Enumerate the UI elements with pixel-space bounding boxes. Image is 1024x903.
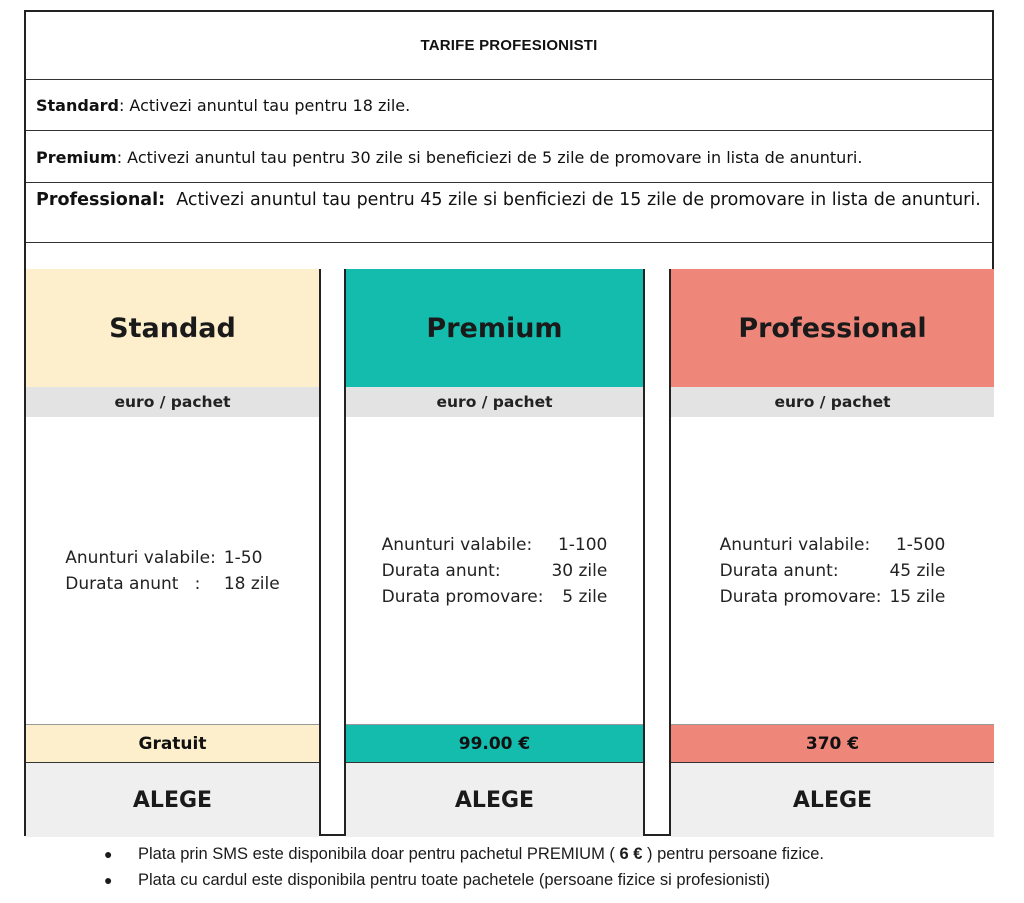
plan-unit: euro / pachet <box>26 387 319 417</box>
choose-premium-button[interactable]: ALEGE <box>346 763 643 837</box>
description-professional <box>26 184 992 243</box>
description-plan-name: Premium <box>36 147 117 167</box>
feature-label: Anunturi valabile: <box>381 534 533 555</box>
description-separator: : <box>116 147 123 167</box>
plan-price: 370 € <box>671 724 994 763</box>
description-text: Activezi anuntul tau pentru 45 zile si benficiezi de 15 zile de promovare in lista de anunturi. <box>165 190 981 210</box>
note-text: Plata cu cardul este disponibila pentru toate pachetele (persoane fizice si profesionisti) <box>138 870 770 889</box>
feature-row <box>716 558 950 584</box>
plan-unit: euro / pachet <box>671 387 994 417</box>
plan-header: Premium <box>346 269 643 387</box>
feature-label: Anunturi valabile: <box>65 547 216 568</box>
feature-label: Durata anunt: <box>719 560 839 581</box>
feature-label: Anunturi valabile: <box>719 534 871 555</box>
description-standard <box>26 80 992 131</box>
description-premium <box>26 132 992 183</box>
feature-row <box>716 532 950 558</box>
plan-features <box>26 417 319 724</box>
feature-value: 1-100 <box>557 534 608 555</box>
description-plan-name: Standard <box>36 95 119 115</box>
feature-row <box>716 584 950 610</box>
feature-row <box>61 545 283 571</box>
plan-card-professional <box>669 269 994 836</box>
plan-price: 99.00 € <box>346 724 643 763</box>
bullet-icon: ● <box>104 872 113 888</box>
feature-row <box>61 571 283 597</box>
feature-row <box>378 558 612 584</box>
feature-row <box>378 584 612 610</box>
description-separator: : <box>118 95 125 115</box>
plan-price: Gratuit <box>26 724 319 763</box>
payment-notes <box>104 841 1004 893</box>
feature-value: 30 zile <box>551 560 608 581</box>
feature-label: Durata promovare: <box>719 586 882 607</box>
choose-standard-button[interactable]: ALEGE <box>26 763 319 837</box>
list-item <box>104 867 1004 893</box>
plan-header: Professional <box>671 269 994 387</box>
plan-card-standard <box>26 269 321 836</box>
plan-header: Standad <box>26 269 319 387</box>
plan-features <box>346 417 643 724</box>
plan-features <box>671 417 994 724</box>
feature-label: Durata promovare: <box>381 586 544 607</box>
feature-value: 5 zile <box>562 586 608 607</box>
feature-label: Durata anunt : <box>65 573 201 594</box>
feature-value: 18 zile <box>223 573 280 594</box>
feature-label: Durata anunt: <box>381 560 501 581</box>
plan-card-premium <box>344 269 645 836</box>
description-plan-name: Professional: <box>36 190 166 210</box>
list-item <box>104 841 1004 867</box>
note-bold: 6 € <box>619 844 643 863</box>
plan-unit: euro / pachet <box>346 387 643 417</box>
feature-value: 1-50 <box>223 547 263 568</box>
bullet-icon: ● <box>104 846 113 862</box>
choose-professional-button[interactable]: ALEGE <box>671 763 994 837</box>
description-text: Activezi anuntul tau pentru 18 zile. <box>124 95 411 115</box>
feature-value: 1-500 <box>895 534 946 555</box>
feature-value: 45 zile <box>889 560 946 581</box>
description-text: Activezi anuntul tau pentru 30 zile si beneficiezi de 5 zile de promovare in lista de anunturi. <box>122 147 863 167</box>
note-text: Plata prin SMS este disponibila doar pentru pachetul PREMIUM ( <box>138 844 620 863</box>
page-title: TARIFE PROFESIONISTI <box>26 12 992 80</box>
feature-row <box>378 532 612 558</box>
note-text: ) pentru persoane fizice. <box>642 844 825 863</box>
pricing-table <box>24 10 994 836</box>
feature-value: 15 zile <box>889 586 946 607</box>
